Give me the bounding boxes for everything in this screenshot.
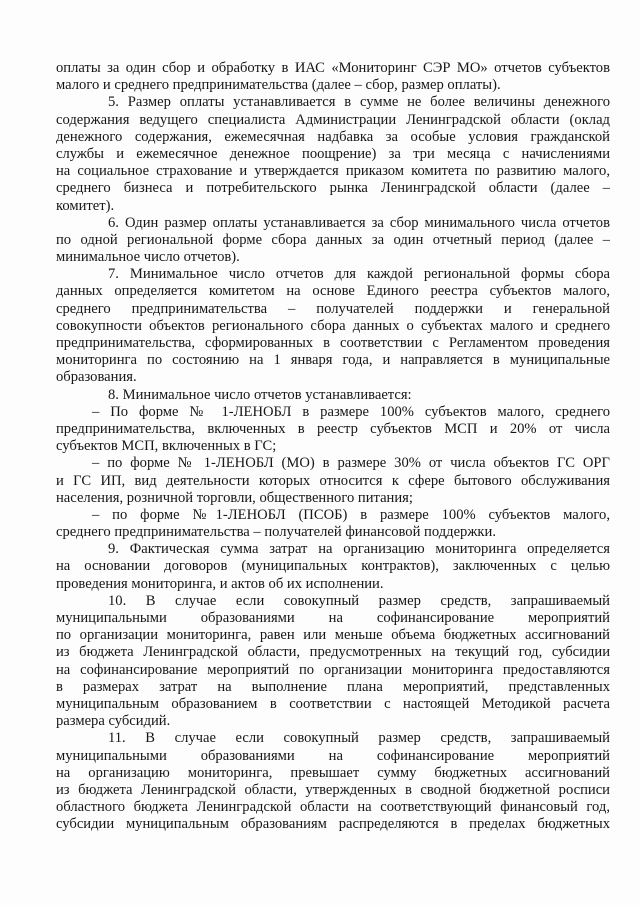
text-line: и ГС ИП, вид деятельности которых относится к сфере бытового обслуживания bbox=[56, 472, 610, 489]
text-line: 5. Размер оплаты устанавливается в сумме не более величины денежного bbox=[108, 94, 610, 111]
text-line: по одной региональной форме сбора данных за один отчетный период (далее – bbox=[56, 231, 610, 248]
text-line: службы и ежемесячное денежное поощрение) за три месяца с начислениями bbox=[56, 145, 610, 162]
text-line: совокупности объектов регионального сбора данных о субъектах малого и среднего bbox=[56, 317, 610, 334]
text-line: 8. Минимальное число отчетов устанавливается: bbox=[108, 386, 412, 403]
text-line: на софинансирование мероприятий по организации мониторинга предоставляются bbox=[56, 661, 610, 678]
text-line: на основании договоров (муниципальных контрактов), заключенных с целью bbox=[56, 558, 610, 575]
text-line: проведения мониторинга, и актов об их исполнении. bbox=[56, 575, 384, 592]
text-line: денежного содержания, ежемесячная надбавка за особые условия гражданской bbox=[56, 128, 610, 145]
text-line: населения, розничной торговли, общественного питания; bbox=[56, 489, 413, 506]
text-line: 11. В случае если совокупный размер средств, запрашиваемый bbox=[108, 730, 610, 747]
text-line: среднего предпринимательства – получателей финансовой поддержки. bbox=[56, 524, 496, 541]
text-line: оплаты за один сбор и обработку в ИАС «Мониторинг СЭР МО» отчетов субъектов bbox=[56, 60, 610, 76]
text-line: мониторинга по состоянию на 1 января года, и направляется в муниципальные bbox=[56, 352, 610, 369]
text-line: образования. bbox=[56, 369, 137, 386]
text-line: размера субсидий. bbox=[56, 713, 171, 730]
text-line: среднего бизнеса и потребительского рынка Ленинградской области (далее – bbox=[56, 180, 610, 197]
text-line: комитет). bbox=[56, 197, 115, 214]
text-line: из бюджета Ленинградской области, предусмотренных на текущий год, субсидии bbox=[56, 644, 610, 661]
text-line: муниципальными образованиями на софинансирование мероприятий bbox=[56, 747, 610, 764]
text-line: муниципальным образованием в соответствии с настоящей Методикой расчета bbox=[56, 695, 610, 712]
text-line: областного бюджета Ленинградской области на соответствующий финансовый год, bbox=[56, 799, 610, 816]
document-body bbox=[56, 60, 610, 833]
text-line: в размерах затрат на выполнение плана мероприятий, представленных bbox=[56, 678, 610, 695]
text-line: 10. В случае если совокупный размер средств, запрашиваемый bbox=[108, 592, 610, 609]
text-line: минимальное число отчетов). bbox=[56, 249, 240, 266]
text-line: предпринимательства, включенных в реестр субъектов МСП и 20% от числа bbox=[56, 420, 610, 437]
text-line: среднего предпринимательства – получателей поддержки и генеральной bbox=[56, 300, 610, 317]
text-line: 9. Фактическая сумма затрат на организацию мониторинга определяется bbox=[108, 541, 610, 558]
text-line: 7. Минимальное число отчетов для каждой региональной формы сбора bbox=[108, 266, 610, 283]
text-line: субсидии муниципальным образованиям распределяются в пределах бюджетных bbox=[56, 816, 610, 833]
text-line: малого и среднего предпринимательства (далее – сбор, размер оплаты). bbox=[56, 77, 501, 94]
text-line: на организацию мониторинга, превышает сумму бюджетных ассигнований bbox=[56, 764, 610, 781]
text-line: – по форме № 1-ЛЕНОБЛ (МО) в размере 30% от числа объектов ГС ОРГ bbox=[92, 455, 610, 472]
text-line: субъектов МСП, включенных в ГС; bbox=[56, 438, 277, 455]
text-line: муниципальными образованиями на софинансирование мероприятий bbox=[56, 610, 610, 626]
text-line: данных определяется комитетом на основе Единого реестра субъектов малого, bbox=[56, 283, 610, 300]
text-line: предпринимательства, сформированных в соответствии с Регламентом проведения bbox=[56, 335, 610, 351]
text-line: – по форме №1-ЛЕНОБЛ (ПСОБ) в размере 100% субъектов малого, bbox=[92, 506, 610, 523]
text-line: на социальное страхование и утверждается приказом комитета по развитию малого, bbox=[56, 163, 610, 180]
text-line: – По форме № 1-ЛЕНОБЛ в размере 100% субъектов малого, среднего bbox=[92, 403, 610, 420]
text-line: по организации мониторинга, равен или меньше объема бюджетных ассигнований bbox=[56, 627, 610, 644]
text-line: из бюджета Ленинградской области, утвержденных в сводной бюджетной росписи bbox=[56, 781, 610, 798]
text-line: 6. Один размер оплаты устанавливается за сбор минимального числа отчетов bbox=[108, 214, 610, 231]
text-line: содержания ведущего специалиста Администрации Ленинградской области (оклад bbox=[56, 111, 610, 128]
